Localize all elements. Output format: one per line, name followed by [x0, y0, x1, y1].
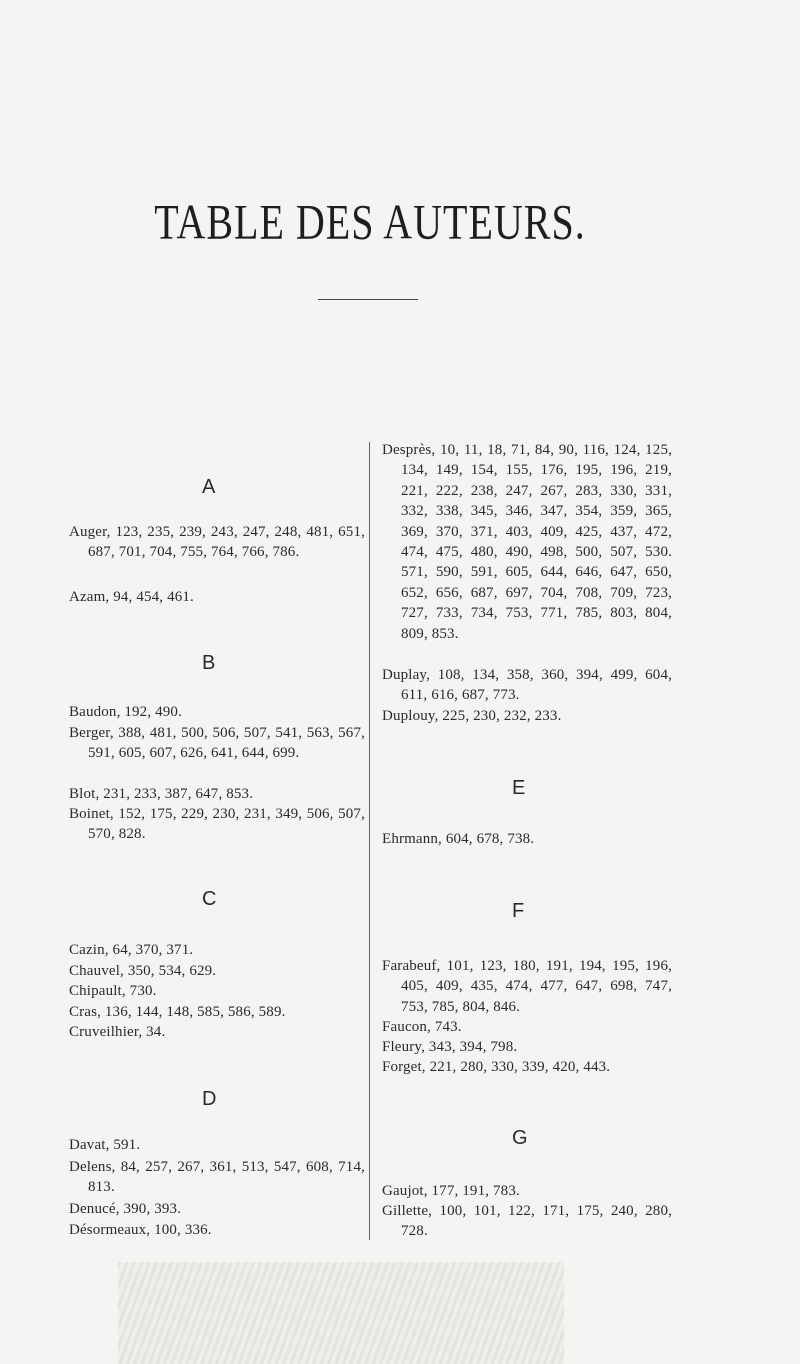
section-letter-b: B — [202, 652, 216, 674]
author-entry-text: Fleury, 343, 394, 798. — [382, 1039, 518, 1055]
author-entry-text: Delens, 84, 257, 267, 361, 513, 547, 608, 714, 813. — [69, 1159, 365, 1196]
author-entry-text: Boinet, 152, 175, 229, 230, 231, 349, 506, 507, 570, 828. — [69, 806, 365, 843]
author-entry — [382, 1181, 672, 1201]
section-letter-a: A — [202, 476, 216, 498]
section-letter-f: F — [512, 900, 525, 922]
author-entry-text: Cazin, 64, 370, 371. — [69, 942, 194, 958]
author-entry — [382, 665, 672, 706]
author-entry-text: Gaujot, 177, 191, 783. — [382, 1183, 520, 1199]
author-entry — [69, 587, 365, 607]
author-entry — [69, 940, 365, 960]
author-entry-text: Cruveilhier, 34. — [69, 1024, 166, 1040]
author-entry — [382, 956, 672, 1017]
author-entry-text: Denucé, 390, 393. — [69, 1201, 182, 1217]
author-entry-text: Duplay, 108, 134, 358, 360, 394, 499, 604, 611, 616, 687, 773. — [382, 667, 672, 704]
author-entry — [382, 1017, 672, 1037]
author-entry — [69, 961, 365, 981]
author-entry — [69, 1135, 365, 1155]
author-entry — [69, 723, 365, 764]
author-entry — [69, 804, 365, 845]
author-entry — [69, 1022, 365, 1042]
page-title: TABLE DES AUTEURS. — [154, 193, 586, 250]
author-entry-text: Baudon, 192, 490. — [69, 704, 182, 720]
author-entry — [382, 440, 672, 644]
author-entry-text: Berger, 388, 481, 500, 506, 507, 541, 563, 567, 591, 605, 607, 626, 641, 644, 699. — [69, 725, 365, 762]
section-letter-g: G — [512, 1127, 528, 1149]
author-entry-text: Ehrmann, 604, 678, 738. — [382, 831, 535, 847]
author-entry-text: Désormeaux, 100, 336. — [69, 1222, 212, 1238]
author-entry — [382, 1037, 672, 1057]
section-letter-c: C — [202, 888, 217, 910]
author-entry-text: Chipault, 730. — [69, 983, 157, 999]
author-entry-text: Faucon, 743. — [382, 1019, 462, 1035]
author-entry-text: Farabeuf, 101, 123, 180, 191, 194, 195, 196, 405, 409, 435, 474, 477, 647, 698, 747, 753, 785, 804, 846. — [382, 958, 672, 1015]
author-entry-text: Azam, 94, 454, 461. — [69, 589, 194, 605]
author-entry — [382, 829, 672, 849]
author-entry-text: Desprès, 10, 11, 18, 71, 84, 90, 116, 124, 125, 134, 149, 154, 155, 176, 195, 196, 219, 221, 222, 238, 247, 267, 283, 330, 331, 332, 338, 345, 346, 347, 354, 359, 365, 369, 370, 371, 403, 409, 425, 437, 472, 474, 475, 480, 490, 498, 500, 507, 530. 571, 590, 591, 605, 644, 646, 647, 650, 652, 656, 687, 697, 704, 708, 709, 723, 727, 733, 734, 753, 771, 785, 803, 804, 809, 853. — [382, 442, 672, 642]
author-entry-text: Cras, 136, 144, 148, 585, 586, 589. — [69, 1004, 286, 1020]
author-entry-text: Forget, 221, 280, 330, 339, 420, 443. — [382, 1059, 611, 1075]
title-divider — [318, 299, 418, 300]
author-entry-text: Gillette, 100, 101, 122, 171, 175, 240, 280, 728. — [382, 1203, 672, 1240]
author-entry — [69, 702, 365, 722]
column-divider — [369, 442, 370, 1240]
author-entry-text: Blot, 231, 233, 387, 647, 853. — [69, 786, 254, 802]
section-letter-e: E — [512, 777, 526, 799]
author-entry-text: Davat, 591. — [69, 1137, 141, 1153]
author-entry — [69, 784, 365, 804]
author-entry — [69, 1220, 365, 1240]
author-entry-text: Duplouy, 225, 230, 232, 233. — [382, 708, 562, 724]
author-entry-text: Auger, 123, 235, 239, 243, 247, 248, 481, 651, 687, 701, 704, 755, 764, 766, 786. — [69, 524, 365, 561]
author-entry — [69, 1002, 365, 1022]
author-entry — [69, 1199, 365, 1219]
author-entry — [382, 1057, 672, 1077]
author-entry — [382, 1201, 672, 1242]
author-entry — [382, 706, 672, 726]
author-entry — [69, 1157, 365, 1198]
author-entry — [69, 981, 365, 1001]
author-entry — [69, 522, 365, 563]
paper-stain — [118, 1262, 564, 1364]
section-letter-d: D — [202, 1088, 217, 1110]
author-entry-text: Chauvel, 350, 534, 629. — [69, 963, 217, 979]
